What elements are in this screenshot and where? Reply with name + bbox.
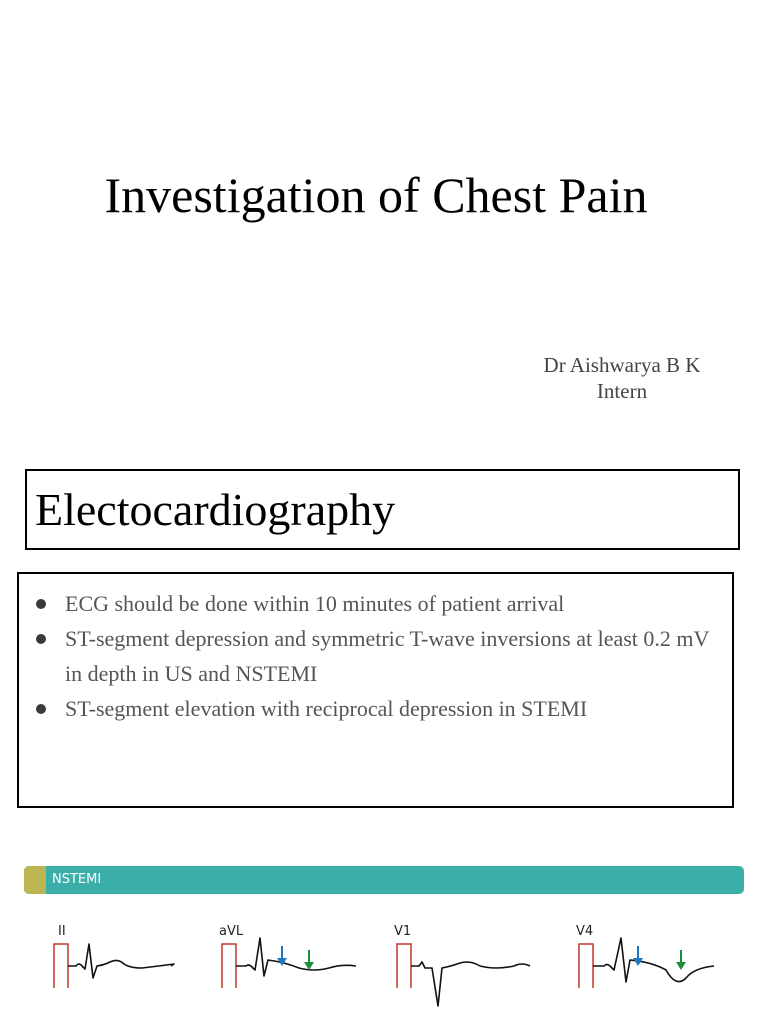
calibration-pulse-v4 — [579, 944, 593, 988]
ecg-trace-v4 — [593, 938, 714, 982]
slide-title: Investigation of Chest Pain — [104, 167, 648, 223]
bullet-text: ST-segment depression and symmetric T-wave inversions at least 0.2 mV in depth in US and NSTEMI — [65, 626, 710, 686]
bullet-dot-icon — [36, 599, 46, 609]
lead-label-v1: V1 — [394, 924, 412, 939]
ecg-tracings — [24, 894, 744, 1024]
lead-label-ii: II — [58, 924, 66, 939]
ecg-trace-avl — [236, 938, 356, 976]
bullet-dot-icon — [36, 634, 46, 644]
calibration-pulse-v1 — [397, 944, 411, 988]
nstemi-ecg-figure — [24, 866, 744, 1024]
figure-header-label: NSTEMI — [52, 872, 102, 887]
author-block — [520, 352, 724, 404]
section-heading: Electocardiography — [35, 484, 396, 535]
lead-label-avl: aVL — [219, 924, 244, 939]
bullet-content-box — [17, 572, 734, 808]
bullet-item — [65, 586, 712, 621]
bullet-text: ST-segment elevation with reciprocal depression in STEMI — [65, 696, 588, 721]
ecg-trace-v1 — [411, 962, 530, 1006]
bullet-list — [19, 574, 732, 726]
author-name: Dr Aishwarya B K — [543, 353, 701, 377]
lead-label-v4: V4 — [576, 924, 594, 939]
figure-header-accent — [24, 866, 46, 894]
calibration-pulse-avl — [222, 944, 236, 988]
bullet-text: ECG should be done within 10 minutes of patient arrival — [65, 591, 565, 616]
author-role: Intern — [596, 379, 648, 403]
green-down-arrow-icon — [676, 962, 686, 970]
ecg-trace-ii — [68, 944, 174, 978]
bullet-item — [65, 621, 712, 691]
bullet-item — [65, 691, 712, 726]
section-heading-box — [25, 469, 740, 550]
figure-header-bar — [24, 866, 744, 894]
bullet-dot-icon — [36, 704, 46, 714]
calibration-pulse-ii — [54, 944, 68, 988]
